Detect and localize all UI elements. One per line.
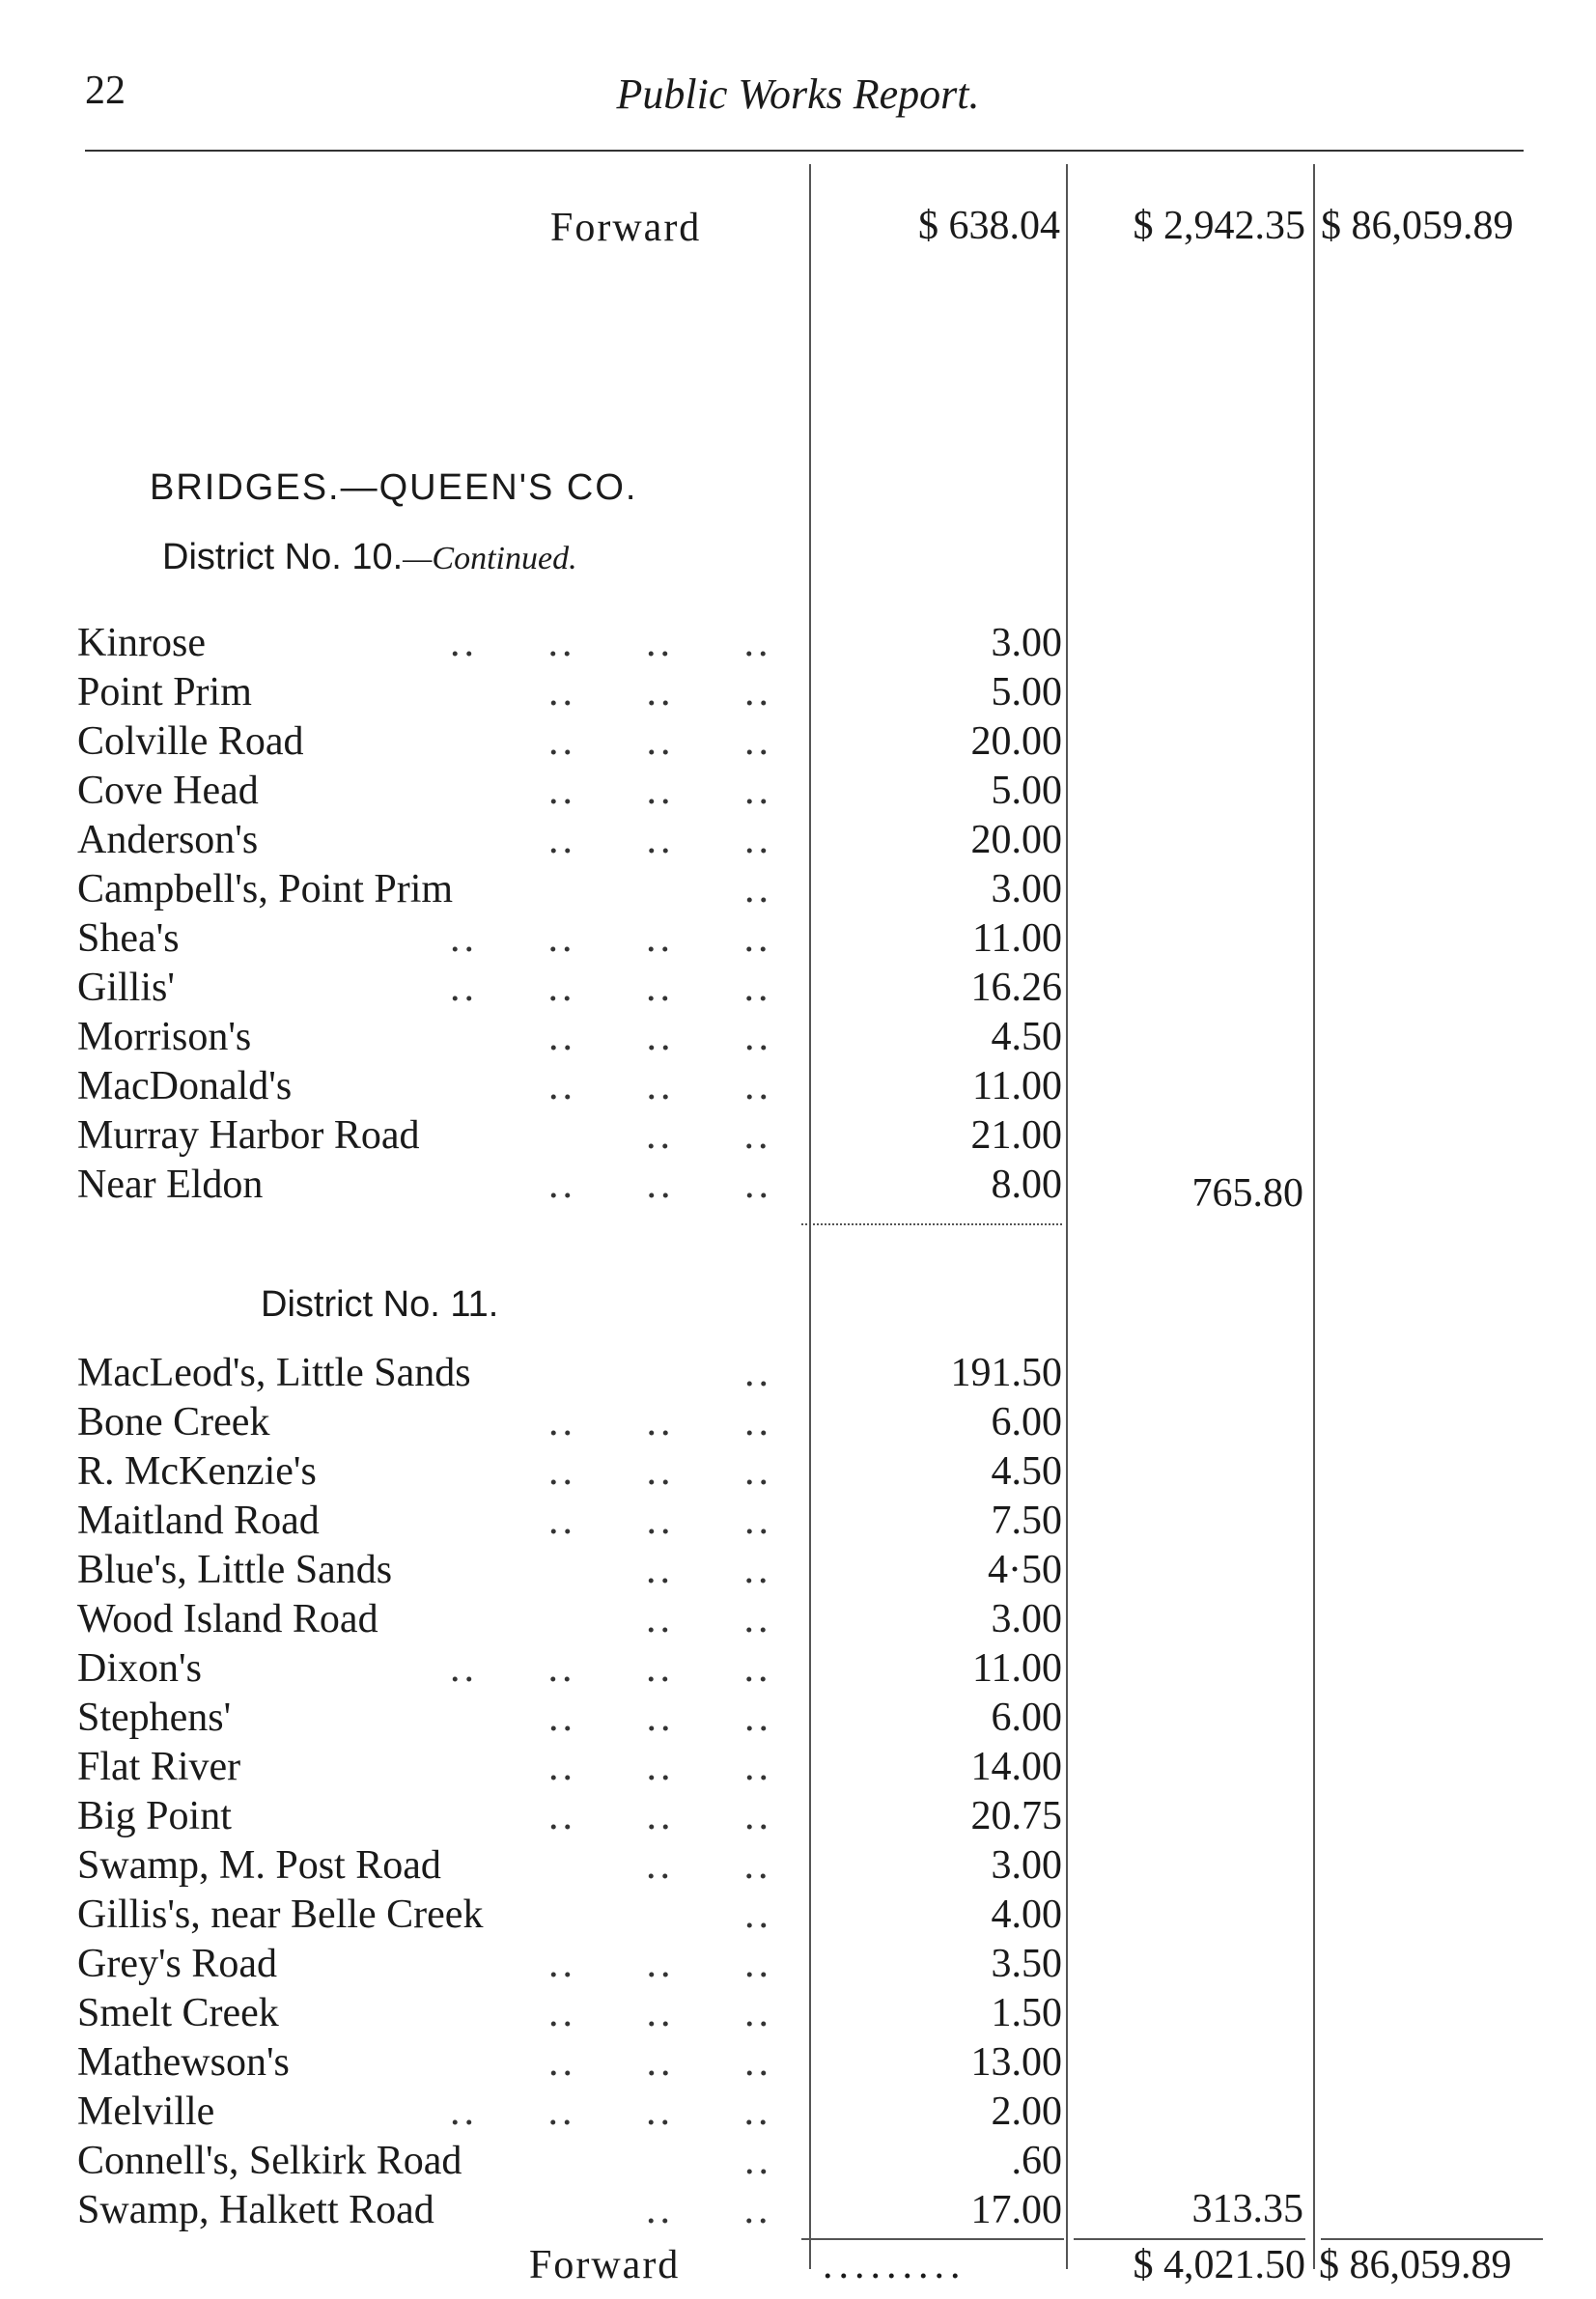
forward-bottom-col1: .........: [823, 2243, 966, 2287]
forward-top-col3: $ 86,059.89: [1321, 204, 1514, 248]
item-amount: 3.50: [991, 1942, 1062, 1986]
list-item: [77, 1014, 1062, 1063]
item-amount: 4·50: [988, 1548, 1062, 1592]
forward-label-bottom: Forward: [529, 2243, 681, 2287]
district-10-heading: [162, 537, 577, 578]
item-name: Wood Island Road: [77, 1597, 378, 1641]
district-11-subtotal: 313.35: [1191, 2187, 1303, 2231]
dot-leader: .. .. .. ..: [450, 916, 772, 961]
item-amount: 6.00: [991, 1696, 1062, 1740]
list-item: [77, 1399, 1062, 1448]
item-name: Near Eldon: [77, 1163, 264, 1207]
dot-leader: .. ..: [646, 1843, 772, 1888]
item-amount: 1.50: [991, 1991, 1062, 2035]
dot-leader: ..: [744, 1351, 772, 1395]
forward-bottom-col3: $ 86,059.89: [1319, 2243, 1512, 2287]
item-amount: 8.00: [991, 1163, 1062, 1207]
item-name: MacLeod's, Little Sands: [77, 1351, 471, 1395]
forward-bottom-col2: $ 4,021.50: [1133, 2243, 1305, 2287]
list-item: [77, 1793, 1062, 1842]
item-amount: 16.26: [970, 966, 1062, 1010]
item-name: Point Prim: [77, 670, 252, 715]
item-name: Connell's, Selkirk Road: [77, 2139, 462, 2183]
list-item: [77, 2039, 1062, 2089]
item-name: Melville: [77, 2089, 215, 2134]
item-amount: 17.00: [970, 2188, 1062, 2232]
list-item: [77, 1744, 1062, 1793]
column-rule-3: [1313, 164, 1315, 2269]
list-item: [77, 915, 1062, 965]
dot-leader: .. .. ..: [548, 1064, 772, 1108]
dot-leader: .. .. ..: [548, 1696, 772, 1740]
list-item: [77, 2089, 1062, 2138]
list-item: [77, 2138, 1062, 2187]
bottom-total-rule-3: [1321, 2238, 1543, 2240]
item-name: Blue's, Little Sands: [77, 1548, 393, 1592]
item-amount: 21.00: [970, 1113, 1062, 1158]
dot-leader: .. .. ..: [548, 1991, 772, 2035]
item-name: R. McKenzie's: [77, 1449, 317, 1494]
item-amount: 5.00: [991, 769, 1062, 813]
item-amount: 3.00: [991, 1597, 1062, 1641]
list-item: [77, 1990, 1062, 2039]
item-amount: 14.00: [970, 1745, 1062, 1789]
list-item: [77, 1112, 1062, 1162]
item-name: Bone Creek: [77, 1400, 270, 1444]
item-name: Grey's Road: [77, 1942, 278, 1986]
list-item: [77, 768, 1062, 817]
item-amount: 2.00: [991, 2089, 1062, 2134]
list-item: [77, 620, 1062, 669]
forward-top-col2: $ 2,942.35: [1133, 204, 1305, 248]
list-item: [77, 1645, 1062, 1695]
list-item: [77, 965, 1062, 1014]
dot-leader: .. .. ..: [548, 1942, 772, 1986]
item-name: Campbell's, Point Prim: [77, 867, 454, 911]
item-name: Anderson's: [77, 818, 259, 862]
item-amount: .60: [1011, 2139, 1062, 2183]
district-10-subtotal: 765.80: [1191, 1171, 1303, 1216]
dot-leader: .. .. ..: [548, 1015, 772, 1059]
list-item: [77, 1941, 1062, 1990]
dot-leader: .. ..: [646, 1597, 772, 1641]
list-item: [77, 1695, 1062, 1744]
list-item: [77, 1448, 1062, 1498]
dot-leader: .. .. ..: [548, 670, 772, 715]
dot-leader: .. .. .. ..: [450, 1646, 772, 1691]
item-name: Kinrose: [77, 621, 206, 665]
list-item: [77, 1063, 1062, 1112]
item-amount: 20.75: [970, 1794, 1062, 1838]
list-item: [77, 1350, 1062, 1399]
dot-leader: ..: [744, 867, 772, 911]
item-amount: 11.00: [972, 916, 1062, 961]
item-amount: 191.50: [950, 1351, 1062, 1395]
item-name: Murray Harbor Road: [77, 1113, 420, 1158]
item-amount: 11.00: [972, 1064, 1062, 1108]
item-name: Dixon's: [77, 1646, 202, 1691]
item-amount: 20.00: [970, 818, 1062, 862]
item-name: Smelt Creek: [77, 1991, 279, 2035]
item-name: Morrison's: [77, 1015, 252, 1059]
item-name: Cove Head: [77, 769, 259, 813]
section-title: BRIDGES.—QUEEN'S CO.: [150, 467, 638, 508]
dot-leader: .. .. ..: [548, 1163, 772, 1207]
list-item: [77, 1498, 1062, 1547]
item-amount: 6.00: [991, 1400, 1062, 1444]
dot-leader: .. .. ..: [548, 2040, 772, 2085]
list-item: [77, 669, 1062, 718]
dot-leader: .. ..: [646, 1548, 772, 1592]
item-amount: 7.50: [991, 1499, 1062, 1543]
forward-label-top: Forward: [550, 206, 702, 250]
dot-leader: .. .. .. ..: [450, 966, 772, 1010]
item-name: Maitland Road: [77, 1499, 320, 1543]
dot-leader: .. ..: [646, 1113, 772, 1158]
item-name: Swamp, Halkett Road: [77, 2188, 434, 2232]
item-name: Big Point: [77, 1794, 232, 1838]
item-name: Colville Road: [77, 719, 304, 764]
item-amount: 11.00: [972, 1646, 1062, 1691]
header-rule: [85, 150, 1524, 152]
dot-leader: .. .. .. ..: [450, 621, 772, 665]
list-item: [77, 1596, 1062, 1645]
item-name: Swamp, M. Post Road: [77, 1843, 441, 1888]
column-rule-2: [1066, 164, 1068, 2269]
item-name: Mathewson's: [77, 2040, 290, 2085]
item-amount: 3.00: [991, 867, 1062, 911]
district-10-label: District No. 10.: [162, 537, 404, 577]
item-amount: 4.50: [991, 1015, 1062, 1059]
dot-leader: .. .. ..: [548, 1449, 772, 1494]
item-name: Gillis's, near Belle Creek: [77, 1892, 484, 1937]
item-amount: 4.50: [991, 1449, 1062, 1494]
district-10-rule: [801, 1223, 1062, 1225]
item-amount: 4.00: [991, 1892, 1062, 1937]
list-item: [77, 866, 1062, 915]
bottom-total-rule-1: [801, 2238, 1064, 2240]
forward-top-col1: $ 638.04: [918, 204, 1060, 248]
item-name: Shea's: [77, 916, 180, 961]
item-name: Flat River: [77, 1745, 241, 1789]
dot-leader: ..: [744, 1892, 772, 1937]
dot-leader: .. .. ..: [548, 1794, 772, 1838]
dot-leader: .. .. ..: [548, 1499, 772, 1543]
district-11-heading: District No. 11.: [261, 1284, 499, 1325]
item-name: Gillis': [77, 966, 175, 1010]
dot-leader: .. .. .. ..: [450, 2089, 772, 2134]
item-amount: 3.00: [991, 1843, 1062, 1888]
item-amount: 5.00: [991, 670, 1062, 715]
dot-leader: ..: [744, 2139, 772, 2183]
item-amount: 3.00: [991, 621, 1062, 665]
list-item: [77, 1162, 1062, 1211]
bottom-total-rule-2: [1074, 2238, 1305, 2240]
item-name: Stephens': [77, 1696, 232, 1740]
list-item: [77, 2187, 1062, 2236]
item-amount: 20.00: [970, 719, 1062, 764]
district-10-continued: —Continued.: [403, 541, 577, 576]
dot-leader: .. .. ..: [548, 1745, 772, 1789]
dot-leader: .. .. ..: [548, 769, 772, 813]
list-item: [77, 1892, 1062, 1941]
list-item: [77, 1547, 1062, 1596]
running-title: Public Works Report.: [616, 70, 980, 118]
dot-leader: .. .. ..: [548, 1400, 772, 1444]
page-number: 22: [85, 69, 126, 113]
item-amount: 13.00: [970, 2040, 1062, 2085]
dot-leader: .. .. ..: [548, 719, 772, 764]
dot-leader: .. ..: [646, 2188, 772, 2232]
list-item: [77, 817, 1062, 866]
list-item: [77, 1842, 1062, 1892]
item-name: MacDonald's: [77, 1064, 293, 1108]
list-item: [77, 718, 1062, 768]
dot-leader: .. .. ..: [548, 818, 772, 862]
